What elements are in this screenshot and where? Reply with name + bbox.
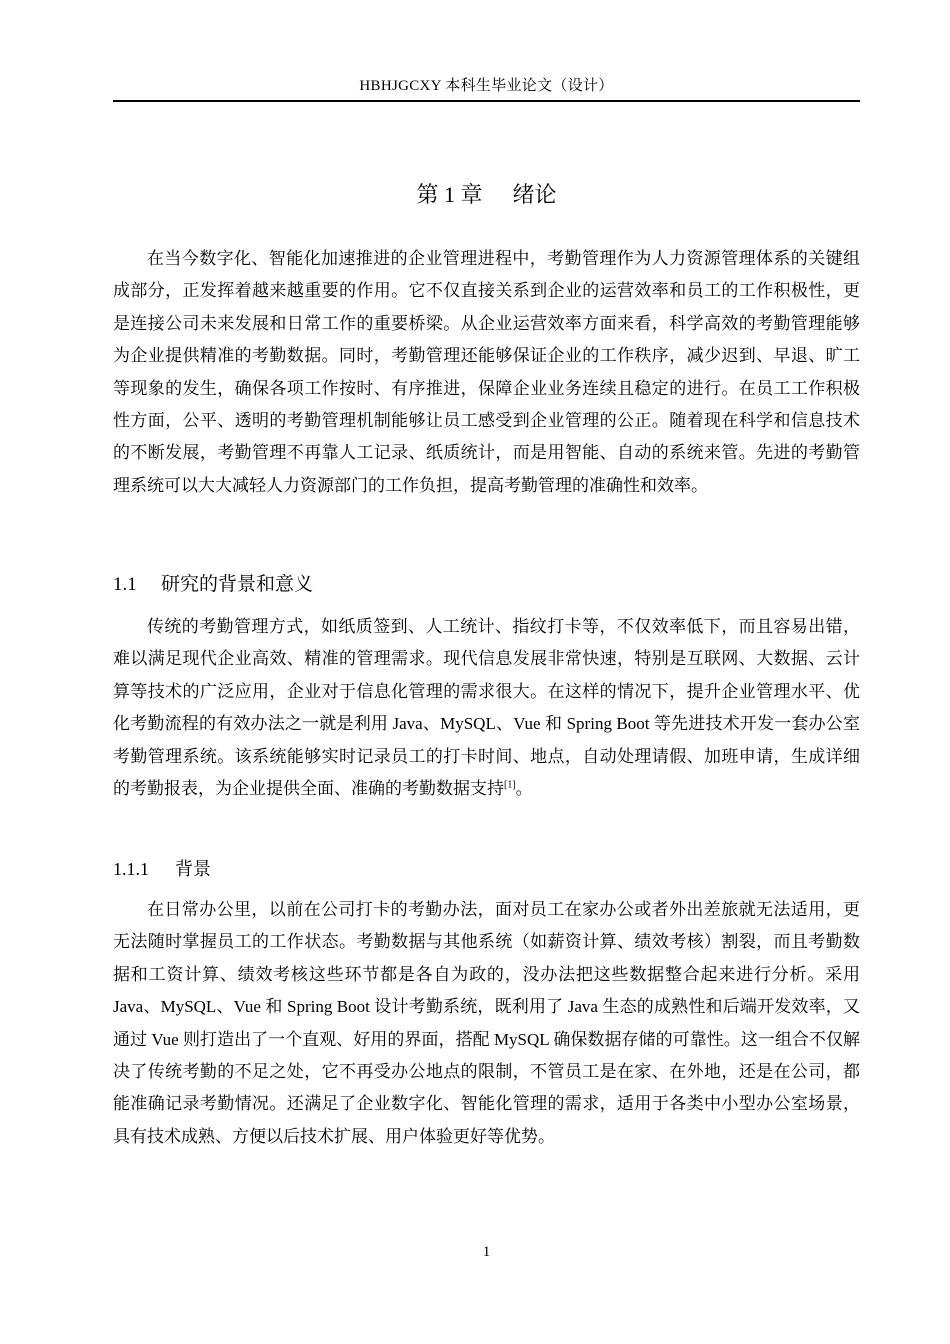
chapter-name: 绪论 (512, 183, 557, 208)
subsection-title: 背景 (175, 859, 211, 880)
background-paragraph-text: 传统的考勤管理方式，如纸质签到、人工统计、指纹打卡等，不仅效率低下，而且容易出错，难以满足现代企业高效、精准的管理需求。现代信息发展非常快速，特别是互联网、大数据、云计算等技术的广泛应用，企业对于信息化管理的需求很大。在这样的情况下，提升企业管理水平、优化考勤流程的有效办法之一就是利用 Java、MySQL、Vue 和 Spring Boot 等先进技术开发一套办公室考勤管理系统。该系统能够实时记录员工的打卡时间、地点，自动处理请假、加班申请，生成详细的考勤报表，为企业提供全面、准确的考勤数据支持 (113, 617, 860, 799)
section-title: 研究的背景和意义 (161, 573, 314, 595)
subsection-number: 1.1.1 (113, 859, 149, 879)
page-number: 1 (482, 1244, 491, 1260)
citation-1[interactable]: [1] (504, 779, 516, 791)
intro-paragraph: 在当今数字化、智能化加速推进的企业管理进程中，考勤管理作为人力资源管理体系的关键组成部分，正发挥着越来越重要的作用。它不仅直接关系到企业的运营效率和员工的工作积极性，更是连接公司未来发展和日常工作的重要桥梁。从企业运营效率方面来看，科学高效的考勤管理能够为企业提供精准的考勤数据。同时，考勤管理还能够保证企业的工作秩序，减少迟到、早退、旷工等现象的发生，确保各项工作按时、有序推进，保障企业业务连续且稳定的进行。在员工工作积极性方面，公平、透明的考勤管理机制能够让员工感受到企业管理的公正。随着现在科学和信息技术的不断发展，考勤管理不再靠人工记录、纸质统计，而是用智能、自动的系统来管。先进的考勤管理系统可以大大减轻人力资源部门的工作负担，提高考勤管理的准确性和效率。 (113, 249, 860, 495)
section-number: 1.1 (113, 574, 137, 595)
background-paragraph (113, 611, 860, 805)
background-paragraph-end: 。 (515, 779, 533, 799)
running-header: HBHJGCXY 本科生毕业论文（设计） (359, 78, 614, 94)
chapter-number: 第 1 章 (416, 182, 483, 207)
header-rule (113, 100, 860, 102)
background-detail-paragraph: 在日常办公里，以前在公司打卡的考勤办法，面对员工在家办公或者外出差旅就无法适用，更无法随时掌握员工的工作状态。考勤数据与其他系统（如薪资计算、绩效考核）割裂，而且考勤数据和工资计算、绩效考核这些环节都是各自为政的，没办法把这些数据整合起来进行分析。采用 Java、MySQL、Vue 和 Spring Boot 设计考勤系统，既利用了 Java 生态的成熟性和后端开发效率，又通过 Vue 则打造出了一个直观、好用的界面，搭配 MySQL 确保数据存储的可靠性。这一组合不仅解决了传统考勤的不足之处，它不再受办公地点的限制，不管员工是在家、在外地，还是在公司，都能准确记录考勤情况。还满足了企业数字化、智能化管理的需求，适用于各类中小型办公室场景，具有技术成熟、方便以后技术扩展、用户体验更好等优势。 (113, 900, 860, 1146)
subsection-heading-1-1-1 (113, 856, 860, 883)
section-heading-1-1 (113, 571, 860, 598)
chapter-title (113, 180, 860, 211)
